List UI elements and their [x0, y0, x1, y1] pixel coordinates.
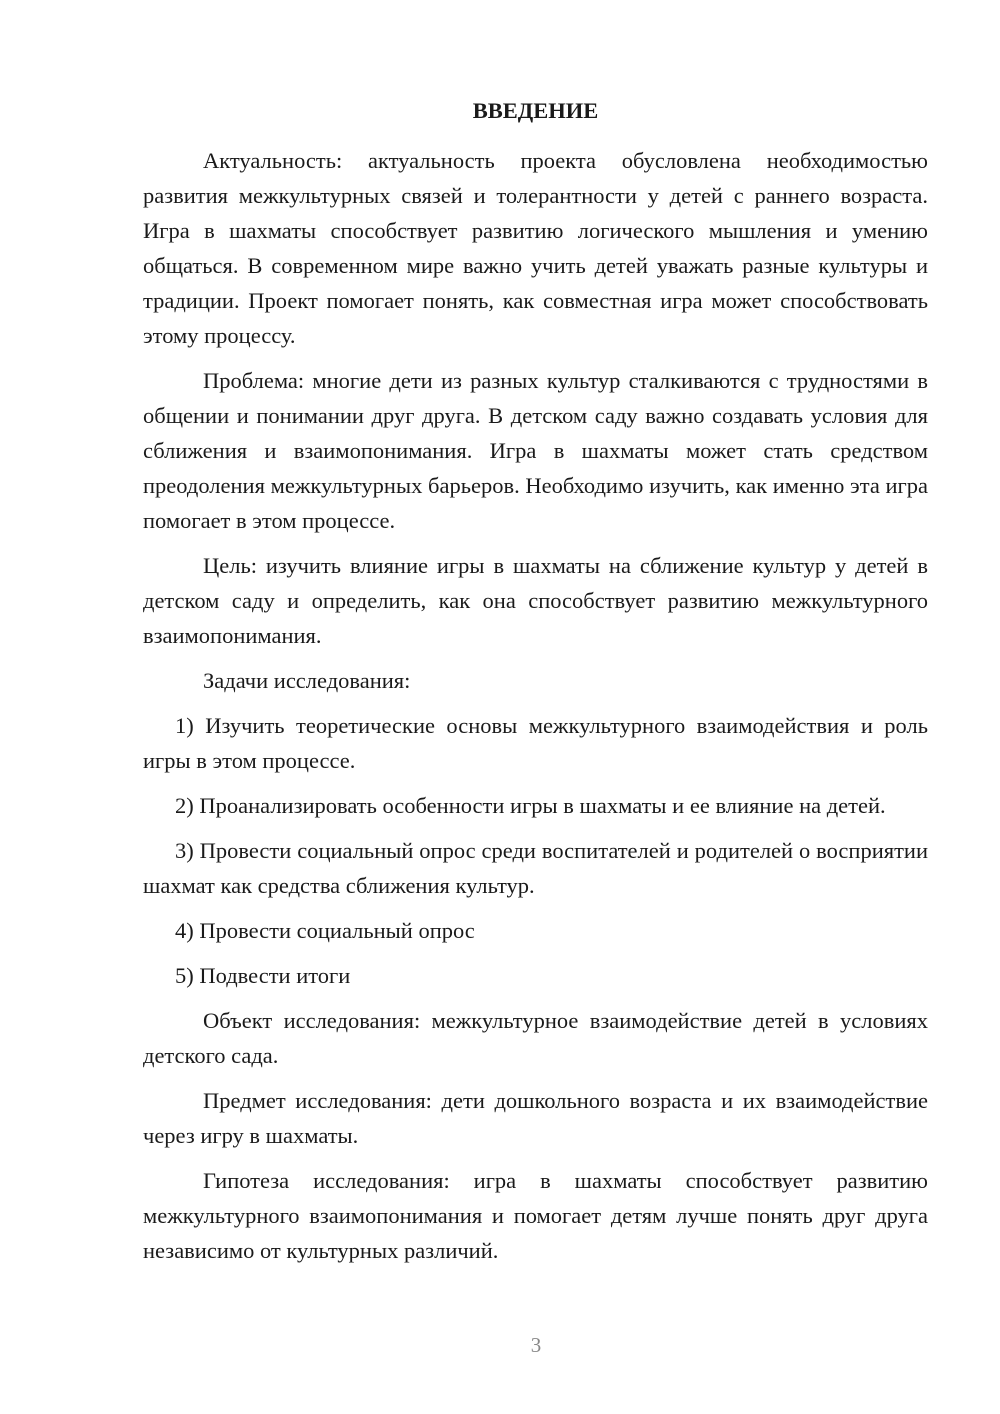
hypothesis-paragraph: Гипотеза исследования: игра в шахматы способствует развитию межкультурного взаимопонимания и помогает детям лучше понять друг друга независимо от культурных различий.: [143, 1168, 928, 1263]
subject-paragraph: Предмет исследования: дети дошкольного возраста и их взаимодействие через игру в шахматы.: [143, 1088, 928, 1148]
page-title: ВВЕДЕНИЕ: [472, 98, 599, 123]
task-item-2: 2) Проанализировать особенности игры в шахматы и ее влияние на детей.: [175, 793, 886, 818]
page-number: 3: [530, 1333, 542, 1357]
relevance-paragraph: Актуальность: актуальность проекта обусловлена необходимостью развития межкультурных связей и толерантности у детей с раннего возраста. Игра в шахматы способствует развитию логического мышления и умению общаться. В современном мире важно учить детей уважать разные культуры и традиции. Проект помогает понять, как совместная игра может способствовать этому процессу.: [143, 148, 928, 348]
document-page: [143, 93, 928, 1278]
tasks-heading: Задачи исследования:: [203, 668, 411, 693]
task-item-3: 3) Провести социальный опрос среди воспитателей и родителей о восприятии шахмат как средства сближения культур.: [143, 838, 928, 898]
task-item-4: 4) Провести социальный опрос: [175, 918, 475, 943]
problem-paragraph: Проблема: многие дети из разных культур сталкиваются с трудностями в общении и понимании друг друга. В детском саду важно создавать условия для сближения и взаимопонимания. Игра в шахматы может стать средством преодоления межкультурных барьеров. Необходимо изучить, как именно эта игра помогает в этом процессе.: [143, 368, 928, 533]
task-item-5: 5) Подвести итоги: [175, 963, 351, 988]
task-item-1: 1) Изучить теоретические основы межкультурного взаимодействия и роль игры в этом процессе.: [143, 713, 928, 773]
object-paragraph: Объект исследования: межкультурное взаимодействие детей в условиях детского сада.: [143, 1008, 928, 1068]
goal-paragraph: Цель: изучить влияние игры в шахматы на сближение культур у детей в детском саду и определить, как она способствует развитию межкультурного взаимопонимания.: [143, 553, 928, 648]
